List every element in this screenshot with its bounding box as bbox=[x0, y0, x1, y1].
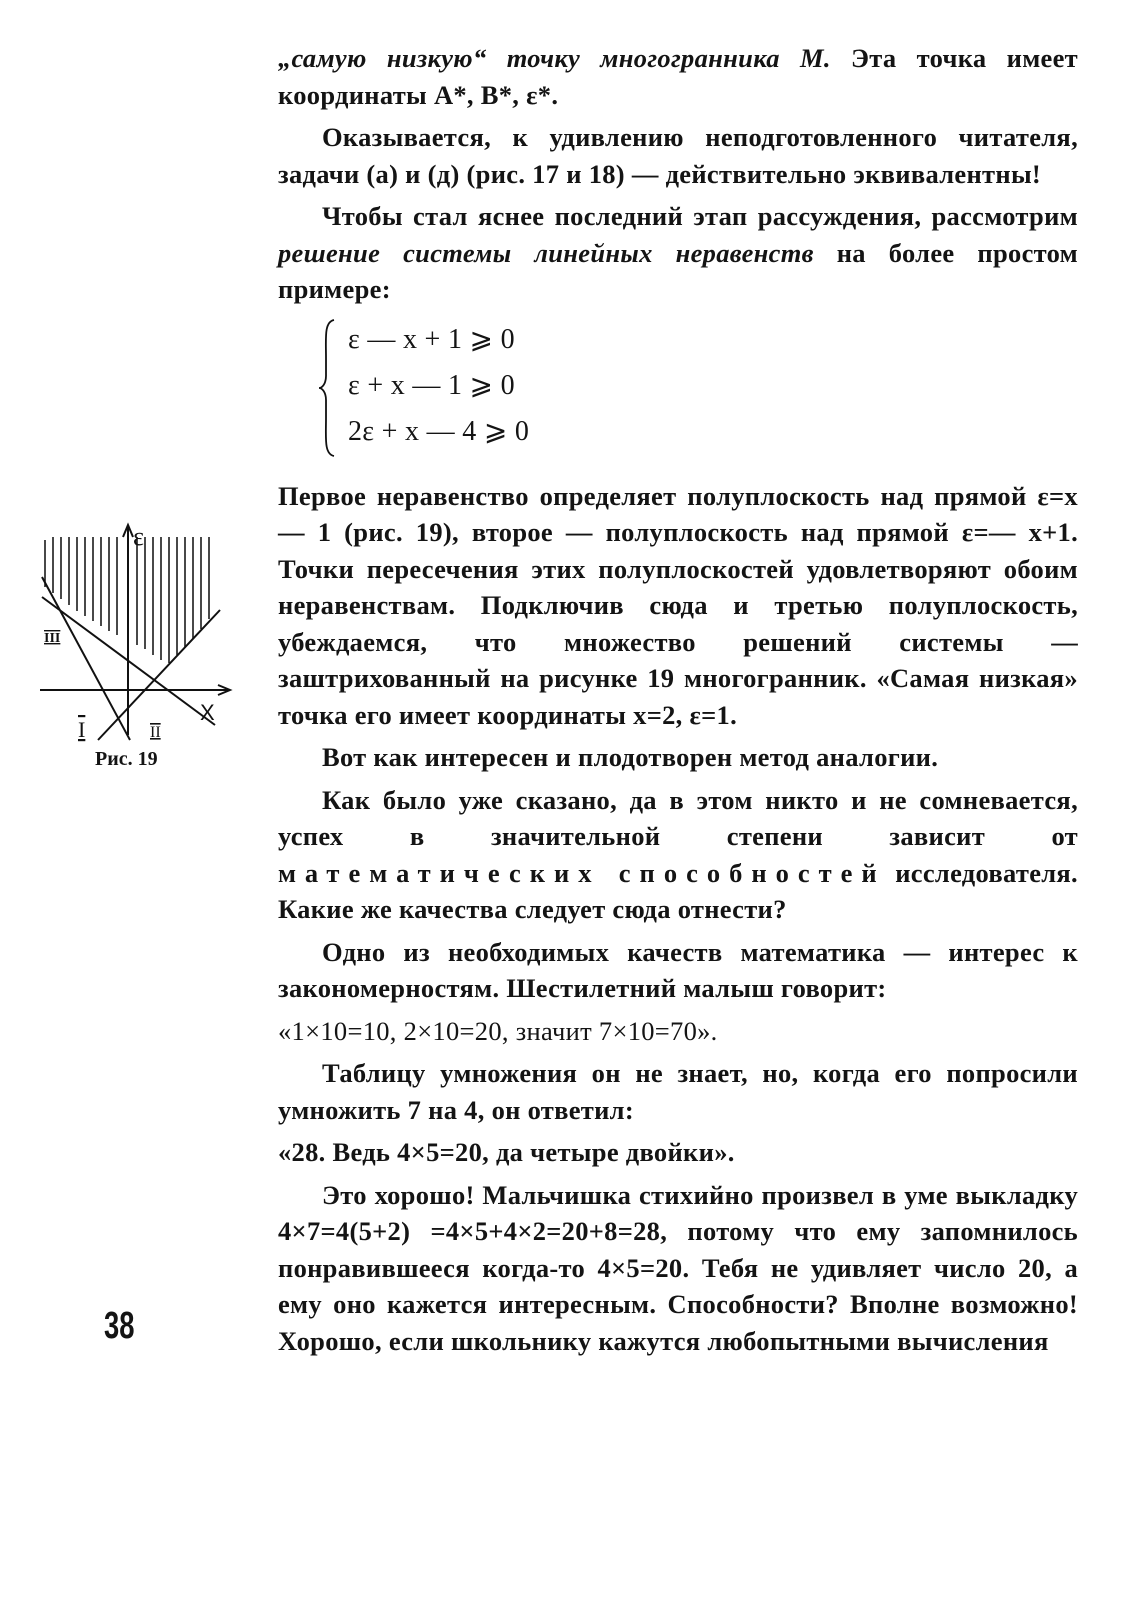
paragraph-7b: «28. Ведь 4×5=20, да четыре двойки». bbox=[278, 1137, 735, 1167]
line-label-i: I bbox=[78, 717, 86, 742]
line-label-ii: II bbox=[150, 724, 161, 741]
paragraph-2-end: на более простом примере: bbox=[278, 237, 1079, 304]
italic-phrase: „самую низкую“ точку многогранника M. bbox=[278, 43, 831, 73]
figure-19 bbox=[30, 515, 245, 755]
paragraph-7: Таблицу умножения он не знает, но, когда его попросили умножить 7 на 4, он ответил: bbox=[278, 1058, 1078, 1125]
paragraph-0-rest: Эта точка имеет координаты A*, B*, ε*. bbox=[278, 43, 1078, 110]
paragraph-2-italic: решение системы линейных неравенств bbox=[278, 237, 814, 268]
inequality-3: 2ε + x — 4 ⩾ 0 bbox=[348, 415, 530, 447]
paragraph-5-start: Как было уже сказано, да в этом никто и не сомневается, успех в значительной степени зависит от bbox=[278, 784, 1078, 851]
paragraph-2-start: Чтобы стал яснее последний этап рассуждения, рассмотрим bbox=[322, 201, 1078, 231]
paragraph-4: Вот как интересен и плодотворен метод аналогии. bbox=[322, 742, 939, 772]
paragraph-2 bbox=[278, 198, 1078, 308]
axis-x-label: X bbox=[200, 700, 215, 725]
inequality-2: ε + x — 1 ⩾ 0 bbox=[348, 369, 515, 401]
paragraph-1: Оказывается, к удивлению неподготовленного читателя, задачи (а) и (д) (рис. 17 и 18) — действительно эквивалентны! bbox=[278, 122, 1078, 189]
brace-icon bbox=[318, 318, 336, 458]
axis-y-label: ε bbox=[133, 522, 144, 551]
inequality-system bbox=[318, 318, 1078, 468]
child-quote: «1×10=10, 2×10=20, значит 7×10=70». bbox=[278, 1015, 718, 1046]
paragraph-5 bbox=[278, 782, 1078, 928]
paragraph-8: Это хорошо! Мальчишка стихийно произвел в уме выкладку 4×7=4(5+2) =4×5+4×2=20+8=28, потому что ему запомнилось понравившееся когда-то 4×5=20. Тебя не удивляет число 20, а ему оно кажется интересным. Способности? Вполне возможно! Хорошо, если школьнику кажутся любопытными вычисления bbox=[278, 1179, 1078, 1356]
page-number: 38 bbox=[104, 1305, 135, 1347]
inequality-1: ε — x + 1 ⩾ 0 bbox=[348, 323, 515, 355]
paragraph-6: Одно из необходимых качеств математика — интерес к закономерностям. Шестилетний малыш говорит: bbox=[278, 936, 1078, 1003]
figure-19-drawing bbox=[30, 515, 245, 755]
figure-caption: Рис. 19 bbox=[95, 748, 158, 770]
text-column bbox=[278, 40, 1078, 1365]
line-label-iii: III bbox=[44, 631, 61, 646]
paragraph-0 bbox=[278, 40, 1078, 113]
paragraph-5-end: исследователя. Какие же качества следует сюда отнести? bbox=[278, 857, 1078, 924]
spaced-phrase: математических способностей bbox=[278, 857, 886, 888]
paragraph-3: Первое неравенство определяет полуплоскость над прямой ε=x — 1 (рис. 19), второе — полуплоскость над прямой ε=— x+1. Точки пересечения этих полуплоскостей удовлетворяют обоим неравенствам. Подключив сюда и третью полуплоскость, убеждаемся, что множество решений системы — заштрихованный на рисунке 19 многогранник. «Самая низкая» точка его имеет координаты x=2, ε=1. bbox=[278, 480, 1078, 730]
